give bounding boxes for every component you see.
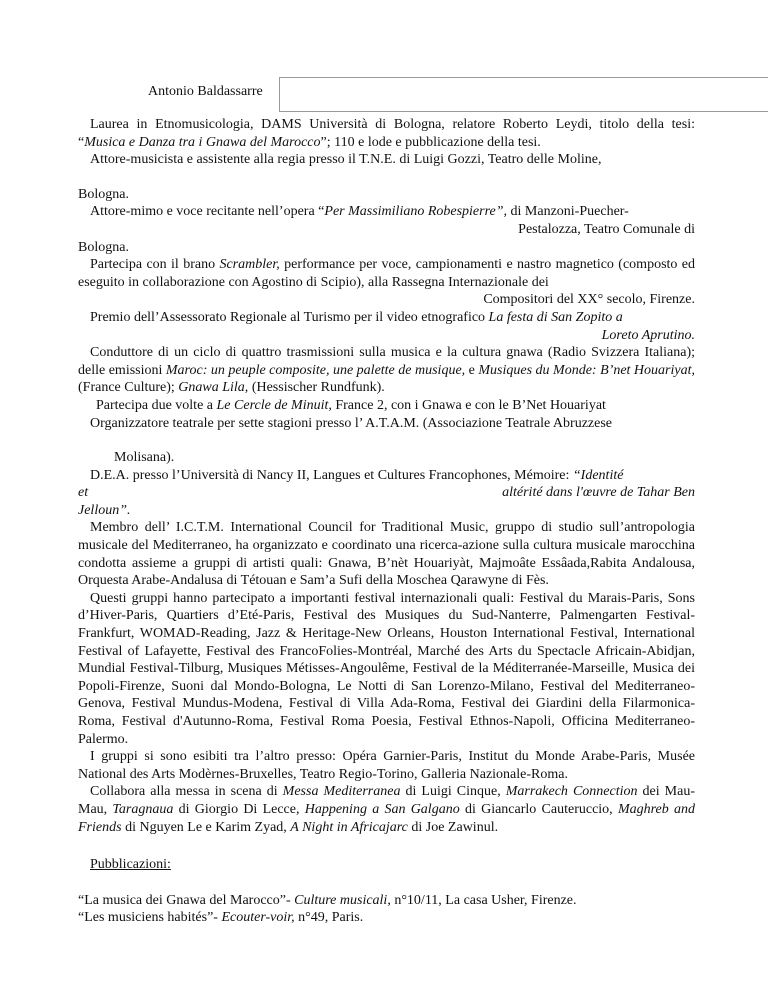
paragraph-dea: D.E.A. presso l’Università di Nancy II, Langues et Cultures Francophones, Mémoire: “Identité [90, 467, 624, 483]
paragraph-premio-cont: Loreto Aprutino. [601, 327, 695, 343]
paragraph-cercle-minuit: Partecipa due volte a Le Cercle de Minuit, France 2, con i Gnawa e con le B’Net Houariyat [96, 397, 606, 413]
paragraph-collabora: Collabora alla messa in scena di Messa Mediterranea di Luigi Cinque, Marrakech Connection dei Mau-Mau, Taragnaua di Giorgio Di Lecce, Happening a San Galgano di Giancarlo Cauteruccio, Maghreb and Friends di Nguyen Le e Karim Zyad, A Night in Africajarc di Joe Zawinul. [78, 784, 695, 835]
paragraph-attore-mimo: Attore-mimo e voce recitante nell’opera “Per Massimiliano Robespierre”, di Manzoni-Puecher- [90, 204, 629, 220]
publications-heading: Pubblicazioni: [90, 857, 171, 873]
publication-item: “Les musiciens habités”- Ecouter-voir, n°49, Paris. [78, 910, 364, 926]
paragraph-festivals: Questi gruppi hanno partecipato a importanti festival internazionali quali: Festival du Marais-Paris, Sons d’Hiver-Paris, Quartiers d’Eté-Paris, Festival des Musiques du Sud-Nanterre, Palmengarten Festival-Frankfurt, WOMAD-Reading, Jazz & Heritage-New Orleans, Houston International Festival, International Festival of Lafayette, Festival des FrancoFolies-Montréal, Marché des Arts du Spectacle Africain-Abidjan, Mundial Festival-Tilburg, Musiques Métisses-Angoulême, Festival de la Méditerranée-Marseille, Musica dei Popoli-Firenze, Suoni dal Mondo-Bologna, Le Notti di San Lorenzo-Milano, Festival del Mediterraneo-Genova, Festival Mundus-Modena, Festival di Villa Ada-Roma, Festival dei Giardini della Filarmonica-Roma, Festival d'Autunno-Roma, Festival Roma Poesia, Festival Ethnos-Napoli, Officina Mediterraneo-Palermo. [78, 590, 695, 747]
header-field-box [279, 77, 768, 112]
publication-item: “La musica dei Gnawa del Marocco”- Culture musicali, n°10/11, La casa Usher, Firenze. [78, 892, 577, 908]
paragraph-conduttore: Conduttore di un ciclo di quattro trasmissioni sulla musica e la cultura gnawa (Radio Svizzera Italiana); delle emissioni Maroc: un peuple composite, une palette de musique, e Musiques du Monde: B’net Houariyat, (France Culture); Gnawa Lila, (Hessischer Rundfunk). [78, 345, 695, 396]
paragraph-attore-musicista: Attore-musicista e assistente alla regia presso il T.N.E. di Luigi Gozzi, Teatro delle Moline, [90, 152, 602, 168]
paragraph-scrambler-cont: Compositori del XX° secolo, Firenze. [483, 292, 695, 308]
paragraph-organizzatore: Organizzatore teatrale per sette stagioni presso l’ A.T.A.M. (Associazione Teatrale Abruzzese [90, 415, 612, 431]
paragraph-organizzatore-cont: Molisana). [114, 450, 175, 466]
cv-body [78, 116, 695, 927]
paragraph-attore-mimo-cont: Pestalozza, Teatro Comunale di [518, 221, 695, 237]
paragraph-dea-cont: et altérité dans l'œuvre de Tahar Ben [78, 485, 695, 501]
paragraph-dea-end: Jelloun”. [78, 502, 131, 518]
paragraph-venues: I gruppi si sono esibiti tra l’altro presso: Opéra Garnier-Paris, Institut du Monde Arabe-Paris, Musée National des Arts Modèrnes-Bruxelles, Teatro Regio-Torino, Galleria Nazionale-Roma. [78, 749, 695, 782]
paragraph-premio: Premio dell’Assessorato Regionale al Turismo per il video etnografico La festa di San Zopito a [90, 309, 623, 325]
paragraph-attore-musicista-city: Bologna. [78, 186, 129, 202]
paragraph-laurea: Laurea in Etnomusicologia, DAMS Università di Bologna, relatore Roberto Leydi, titolo della tesi: “Musica e Danza tra i Gnawa del Marocco”; 110 e lode e pubblicazione della tesi. [78, 117, 695, 150]
paragraph-attore-mimo-city: Bologna. [78, 239, 129, 255]
paragraph-scrambler: Partecipa con il brano Scrambler, performance per voce, campionamenti e nastro magnetico (composto ed eseguito in collaborazione con Agostino di Scipio), alla Rassegna Internazionale dei [78, 257, 695, 290]
paragraph-ictm: Membro dell’ I.C.T.M. International Council for Traditional Music, gruppo di studio sull’antropologia musicale del Mediterraneo, ha organizzato e coordinato una ricerca-azione sulla cultura musicale marocchina condotta assieme a gruppi di artisti quali: Gnawa, B’nèt Houariyàt, Majmoâte Essâada,Rabita Andalousa, Orquesta Arabe-Andalusa di Tétouan e Sam’a Sufi della Moschea Qarawyne di Fès. [78, 520, 695, 589]
author-name: Antonio Baldassarre [148, 84, 263, 99]
